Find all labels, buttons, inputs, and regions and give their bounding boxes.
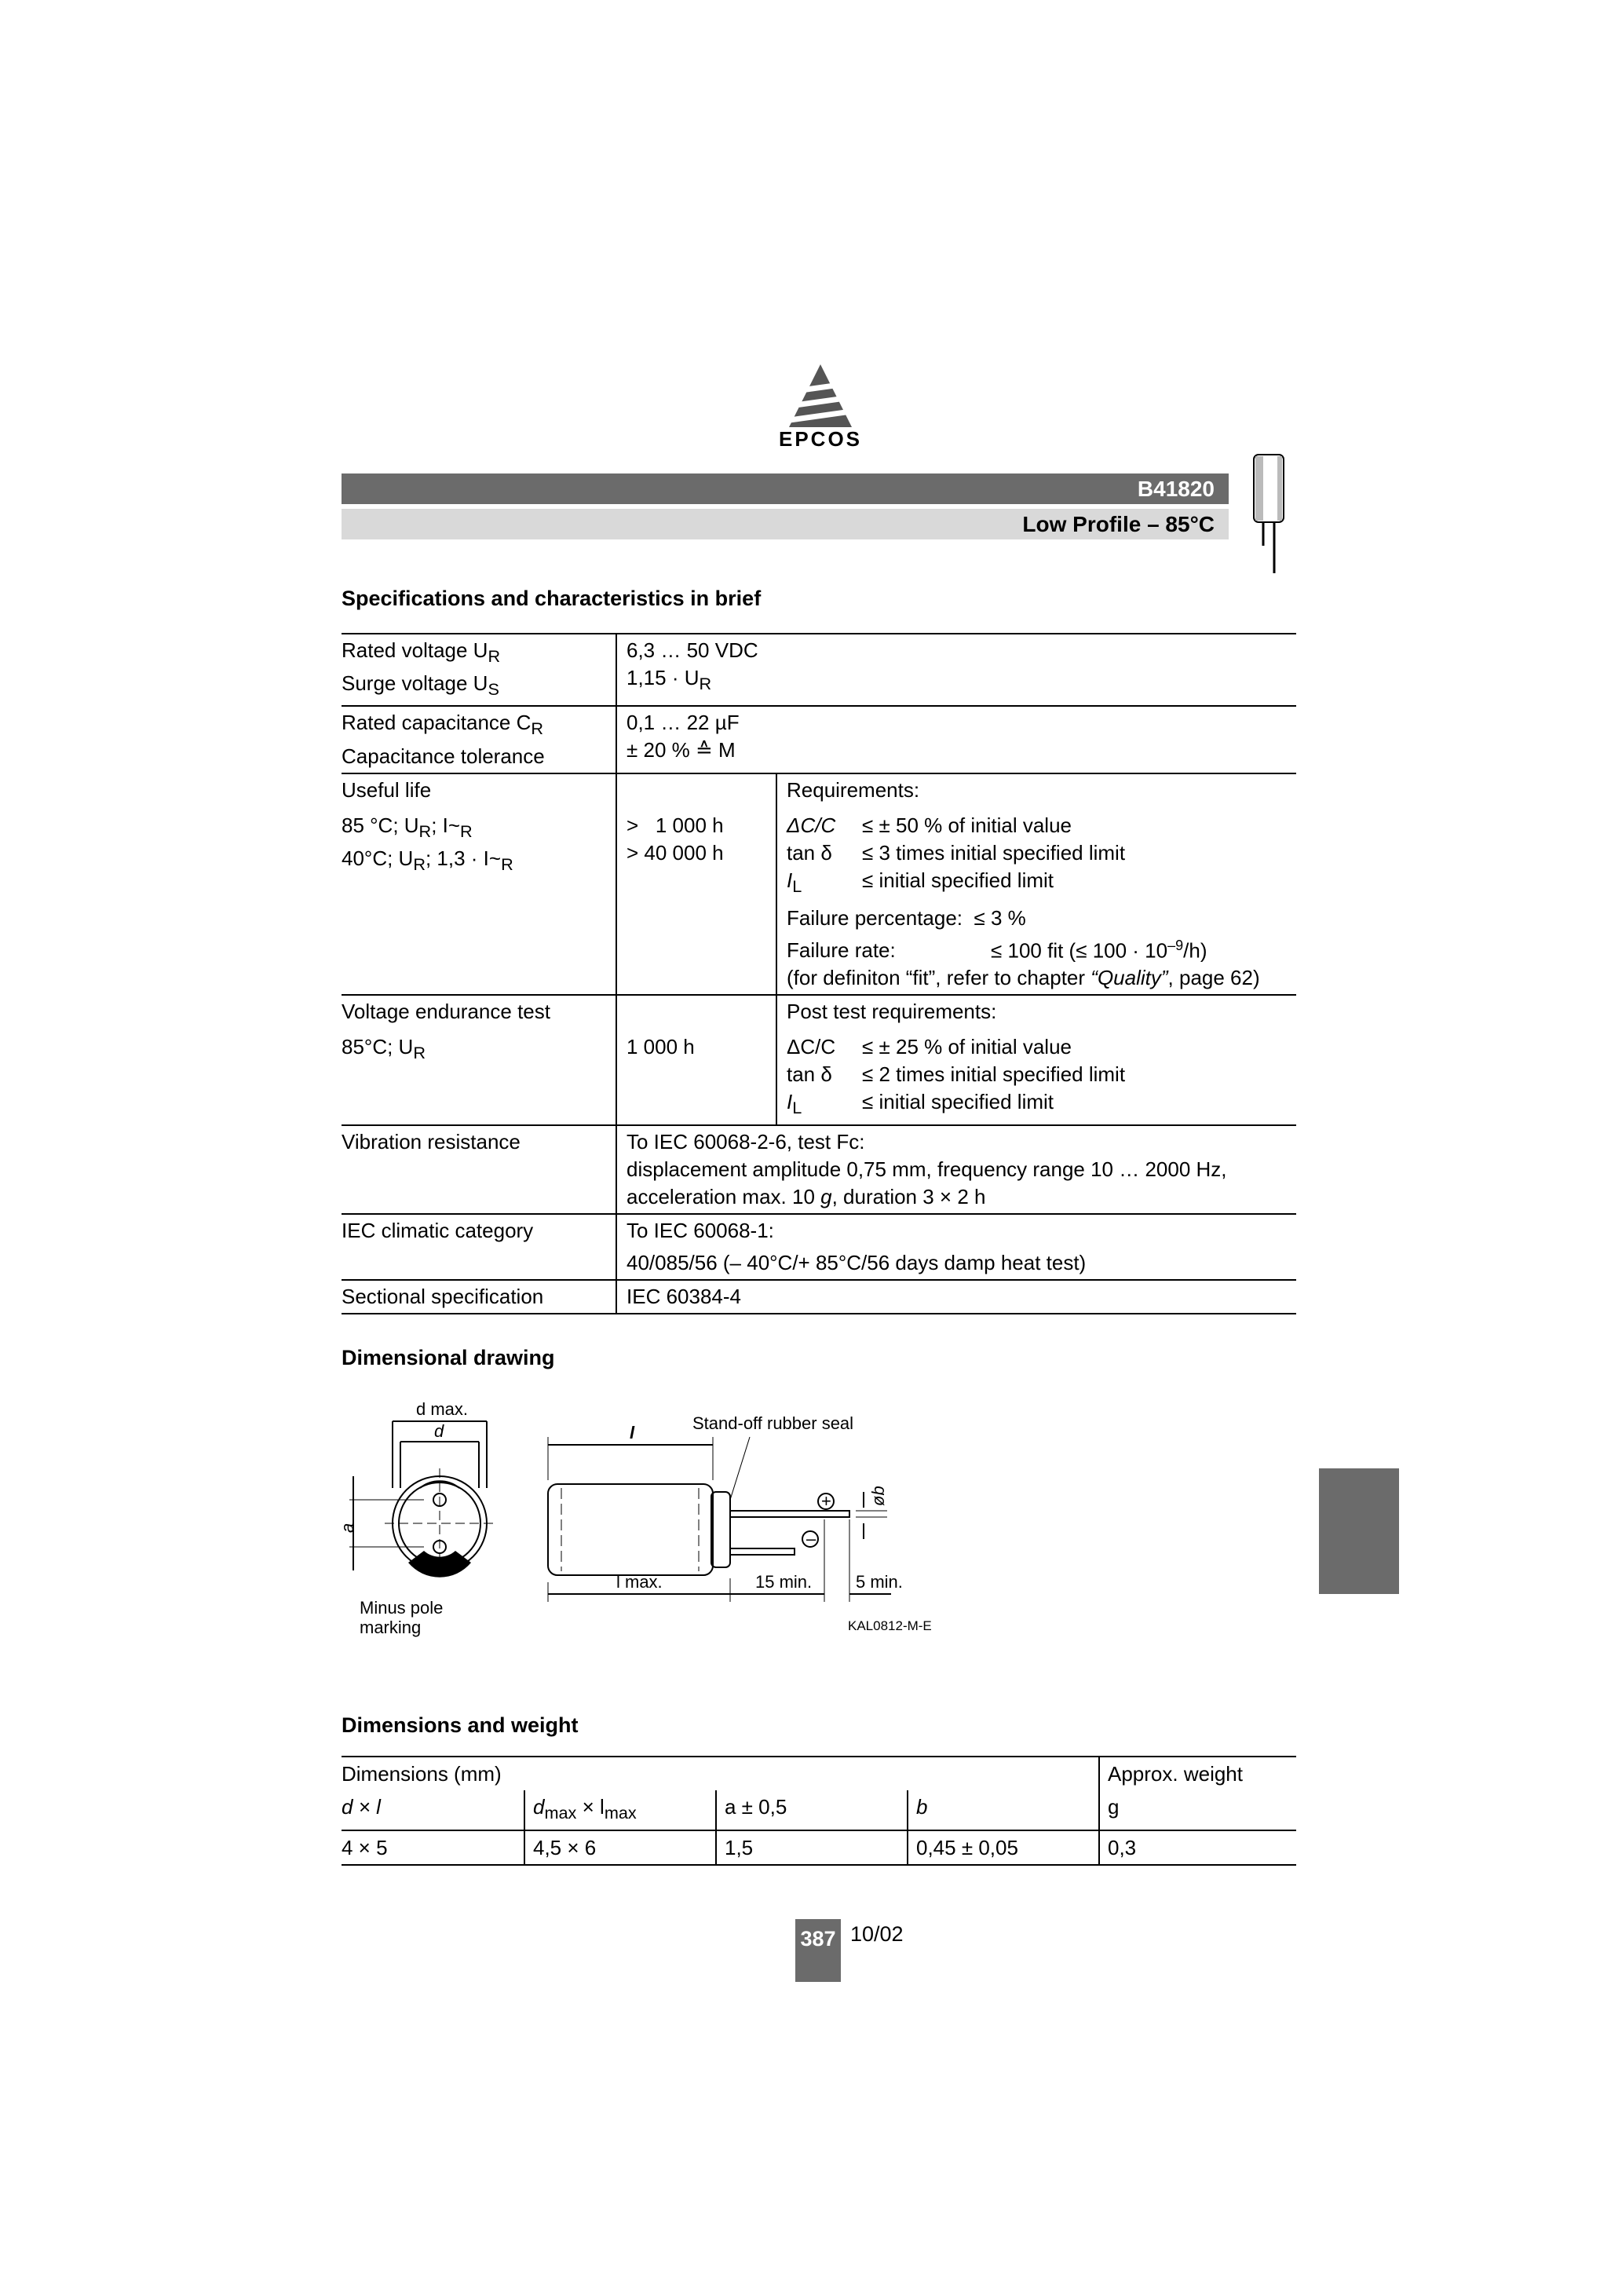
spec-label: Voltage endurance test 85°C; $U_R$: [342, 995, 616, 1124]
weight-header: Approx. weight: [1099, 1757, 1296, 1790]
cell: 4,5 × 6: [524, 1830, 716, 1865]
spec-requirements: Post test requirements: ΔC/C ≤ ± 25 % of initial value tan δ ≤ 2 times initial specified limit $I_L$ ≤ initial specified limit: [776, 995, 1296, 1124]
col-b: b: [908, 1790, 1099, 1830]
spec-value: 6,3 … 50 VDC $1,15 \cdot U_R$: [616, 634, 1296, 706]
spec-value: To IEC 60068-2-6, test Fc: displacement amplitude 0,75 mm, frequency range 10 … 2000 Hz, acceleration max. 10 g, duration 3 × 2 h: [616, 1125, 1296, 1214]
chapter-tab: [1319, 1468, 1399, 1594]
side-view: [548, 1437, 891, 1602]
spec-value: IEC 60384-4: [616, 1280, 1296, 1314]
spec-value: To IEC 60068-1: 40/085/56 (– 40°C/+ 85°C/56 days damp heat test): [616, 1214, 1296, 1280]
plus-label: +: [821, 1491, 831, 1511]
subtitle: Low Profile – 85°C: [1022, 512, 1215, 536]
d-max-label: d max.: [416, 1399, 469, 1419]
col-dmax-lmax: $d_{max} \times l_{max}$: [524, 1790, 716, 1830]
table-row: [342, 706, 1296, 773]
spec-hours: 1 000 h: [616, 995, 776, 1124]
spec-hours: > 1 000 h > 40 000 h: [616, 773, 776, 996]
capacitor-thumbnail-icon: [1251, 452, 1290, 577]
table-header-row: [342, 1757, 1296, 1790]
col-d-l: d × l: [342, 1790, 524, 1830]
cell: 4 × 5: [342, 1830, 524, 1865]
table-row: [342, 773, 1296, 996]
spec-section-title: Specifications and characteristics in brief: [342, 587, 762, 610]
cell: 0,3: [1099, 1830, 1296, 1865]
standoff-label: Stand-off rubber seal: [692, 1413, 854, 1433]
spec-table: [342, 633, 1296, 1314]
min15-label: 15 min.: [755, 1572, 813, 1592]
page-number: 387: [795, 1919, 841, 1982]
brand-name: EPCOS: [778, 427, 863, 451]
spec-requirements: Requirements: ΔC/C ≤ ± 50 % of initial value tan δ ≤ 3 times initial specified limit $I_L$ ≤ initial specified limit Failure percentage: ≤ 3 % Failure rate: ≤ 100 fit (≤ $100 \cdot 10^{-9}/h$) (for definiton “fit”, refer to chapter “Quality”, page 62): [776, 773, 1296, 996]
table-row: [342, 1280, 1296, 1314]
d-label: d: [434, 1421, 444, 1441]
edition-date: 10/02: [850, 1922, 904, 1946]
subtitle-bar: [342, 509, 1229, 539]
l-label: l: [630, 1423, 635, 1442]
dims-header: Dimensions (mm): [342, 1757, 1099, 1790]
a-label: a: [338, 1523, 357, 1533]
spec-label: Rated voltage $U_R$ Surge voltage $U_S$: [342, 634, 616, 706]
minus-label: –: [806, 1529, 816, 1548]
part-number-bar: [342, 473, 1229, 504]
cell: 0,45 ± 0,05: [908, 1830, 1099, 1865]
table-row: [342, 1214, 1296, 1280]
spec-label: Sectional specification: [342, 1280, 616, 1314]
minus-pole-label: Minus pole: [360, 1598, 444, 1618]
table-row: [342, 995, 1296, 1124]
part-number: B41820: [1137, 477, 1215, 501]
dimensions-section-title: Dimensions and weight: [342, 1713, 579, 1737]
table-row: [342, 1830, 1296, 1865]
spec-label: IEC climatic category: [342, 1214, 616, 1280]
dimensional-drawing: [338, 1390, 950, 1649]
dimensions-table: [342, 1756, 1296, 1866]
minus-pole-label-2: marking: [360, 1618, 422, 1637]
table-row: [342, 1125, 1296, 1214]
table-row: [342, 634, 1296, 706]
spec-label: Useful life 85 °C; $U_R$; $I\sim_R$ 40°C; $U_R$; $1,3 \cdot I\sim_R$: [342, 773, 616, 996]
drawing-code: KAL0812-M-E: [848, 1618, 932, 1633]
phi-b-label: øb: [868, 1486, 888, 1506]
l-max-label: l max.: [616, 1572, 663, 1592]
cell: 1,5: [716, 1830, 908, 1865]
drawing-section-title: Dimensional drawing: [342, 1346, 555, 1369]
table-header-row: [342, 1790, 1296, 1830]
col-g: g: [1099, 1790, 1296, 1830]
col-a: a ± 0,5: [716, 1790, 908, 1830]
min5-label: 5 min.: [856, 1572, 903, 1592]
spec-label: Vibration resistance: [342, 1125, 616, 1214]
spec-value: 0,1 … 22 µF ± 20 % ≙ M: [616, 706, 1296, 773]
spec-label: Rated capacitance $C_R$ Capacitance tolerance: [342, 706, 616, 773]
